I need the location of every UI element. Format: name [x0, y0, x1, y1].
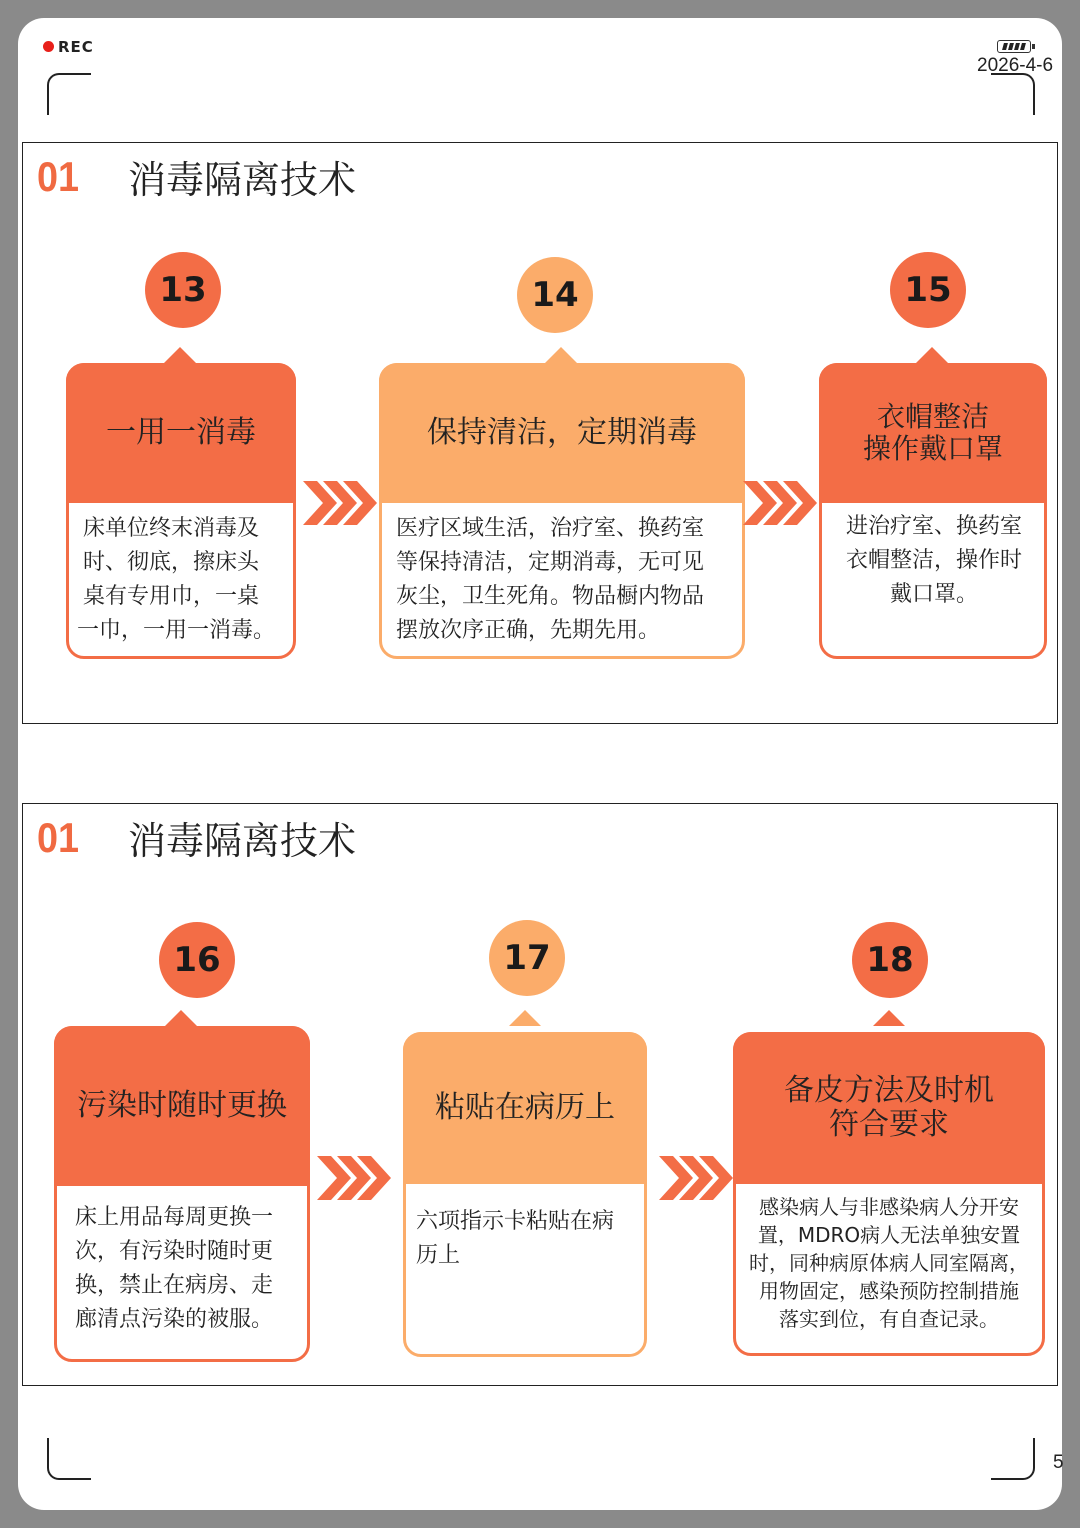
- corner-bracket-top-left-icon: [47, 73, 91, 115]
- step-number-badge: 15: [890, 252, 966, 328]
- corner-bracket-top-right-icon: [991, 73, 1035, 115]
- card-description: 进治疗室、换药室 衣帽整洁，操作时 戴口罩。: [845, 514, 1022, 607]
- chevron-arrows-icon: [743, 481, 819, 525]
- card-title: 保持清洁，定期消毒: [427, 414, 697, 450]
- card-description: 感染病人与非感染病人分开安 置，MDRO病人无法单独安置 时，同种病原体病人同室隔离， 用物固定，感染预防控制措施 落实到位，有自查记录。: [749, 1195, 1029, 1331]
- pointer-notch: [545, 347, 577, 363]
- card-title-line: 衣帽整洁: [876, 399, 989, 433]
- pointer-notch: [165, 1010, 197, 1026]
- step-card-13: [66, 363, 296, 659]
- pointer-notch: [916, 347, 948, 363]
- corner-bracket-bottom-right-icon: [991, 1438, 1035, 1480]
- section-2: [22, 803, 1058, 1386]
- step-number-badge: 18: [852, 922, 928, 998]
- step-number-badge: 13: [145, 252, 221, 328]
- pointer-notch: [873, 1010, 905, 1026]
- card-title: 粘贴在病历上: [435, 1089, 615, 1125]
- card-header: [403, 1032, 647, 1184]
- rec-label: REC: [58, 38, 94, 56]
- date-label: 2026-4-6: [977, 55, 1054, 76]
- corner-bracket-bottom-left-icon: [47, 1438, 91, 1480]
- step-number-badge: 17: [489, 920, 565, 996]
- chevron-arrows-icon: [303, 481, 379, 525]
- card-header: [819, 363, 1047, 503]
- card-title: 一用一消毒: [106, 414, 256, 450]
- battery-icon: [997, 40, 1031, 53]
- pointer-notch: [509, 1010, 541, 1026]
- step-card-14: [379, 363, 745, 659]
- card-title-line: 操作戴口罩: [862, 432, 1003, 465]
- step-card-16: [54, 1026, 310, 1362]
- card-header: [66, 363, 296, 503]
- section-number: 01: [37, 814, 80, 861]
- card-description: 六项指示卡粘贴在病 历上: [416, 1209, 615, 1268]
- step-card-17: [403, 1032, 647, 1357]
- card-description: 床单位终末消毒及 时、彻底，擦床头 桌有专用巾，一桌 一巾，一用一消毒。: [77, 516, 276, 643]
- chevron-arrows-icon: [317, 1156, 393, 1200]
- page-number: 5: [1053, 1452, 1064, 1473]
- section-number: 01: [37, 153, 80, 200]
- card-header: [733, 1032, 1045, 1184]
- step-card-18: [733, 1032, 1045, 1356]
- chevron-arrows-icon: [659, 1156, 735, 1200]
- pointer-notch: [164, 347, 196, 363]
- card-header: [379, 363, 745, 503]
- card-title-line: 符合要求: [829, 1107, 949, 1142]
- card-title-line: 备皮方法及时机: [784, 1072, 994, 1108]
- card-title: 污染时随时更换: [77, 1087, 287, 1123]
- step-number-badge: 16: [159, 922, 235, 998]
- section-1: [22, 142, 1058, 724]
- section-title: 消毒隔离技术: [128, 158, 357, 202]
- card-header: [54, 1026, 310, 1186]
- step-number-badge: 14: [517, 257, 593, 333]
- record-dot-icon: [43, 41, 54, 52]
- step-card-15: [819, 363, 1047, 659]
- rec-indicator: [43, 38, 94, 56]
- card-description: 床上用品每周更换一 次，有污染时随时更 换，禁止在病房、走 廊清点污染的被服。: [75, 1205, 274, 1332]
- card-description: 医疗区域生活，治疗室、换药室 等保持清洁，定期消毒，无可见 灰尘，卫生死角。物品橱内物品 摆放次序正确，先期先用。: [396, 516, 705, 643]
- section-title: 消毒隔离技术: [128, 819, 357, 863]
